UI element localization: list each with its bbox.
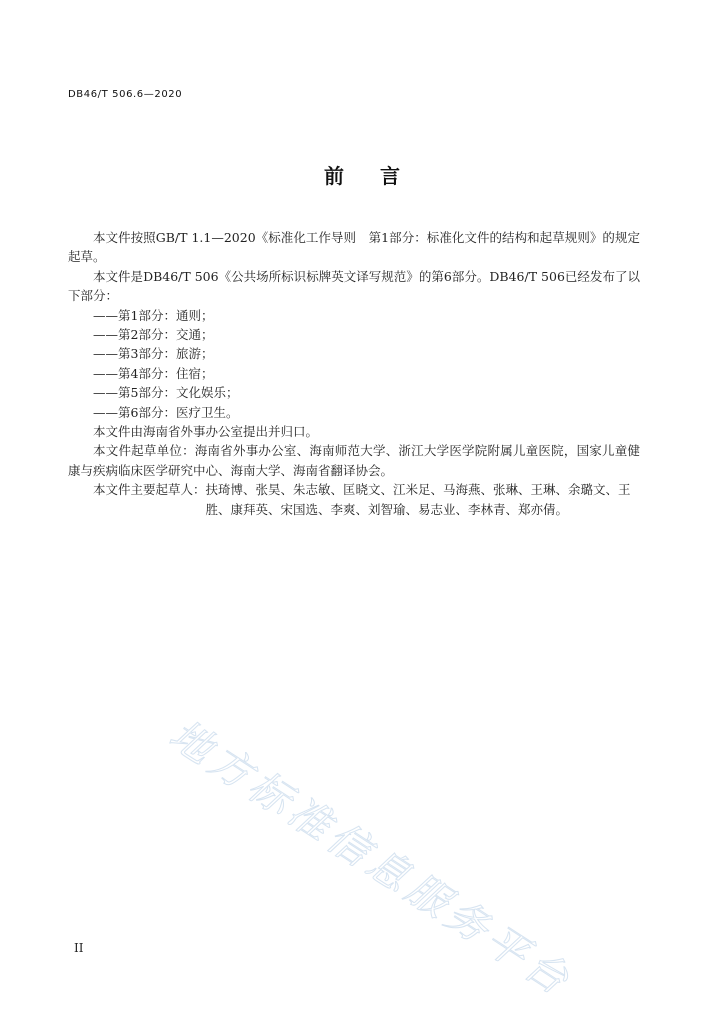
paragraph-series-intro: 本文件是DB46/T 506《公共场所标识标牌英文译写规范》的第6部分。DB46/T 506已经发布了以下部分： <box>68 268 640 304</box>
list-item: ——第4部分：住宿； <box>93 365 214 381</box>
list-item: ——第1部分：通则； <box>93 307 214 323</box>
list-item: ——第3部分：旅游； <box>93 346 214 362</box>
paragraph-proposer: 本文件由海南省外事办公室提出并归口。 <box>93 424 319 440</box>
paragraph-drafting-rules: 本文件按照GB/T 1.1—2020《标准化工作导则 第1部分：标准化文件的结构和起草规则》的规定起草。 <box>68 230 640 265</box>
parts-list <box>68 306 640 422</box>
page-number: II <box>74 941 84 955</box>
list-item: ——第2部分：交通； <box>93 327 214 343</box>
foreword-body <box>68 228 640 519</box>
document-code: DB46/T 506.6—2020 <box>68 89 183 100</box>
page-title: 前言 <box>324 164 436 188</box>
list-item: ——第6部分：医疗卫生。 <box>93 404 239 420</box>
drafters-label: 本文件主要起草人： <box>93 482 206 498</box>
drafters-block <box>68 480 640 519</box>
watermark: 地方标准信息服务平台 <box>161 710 582 1007</box>
paragraph-drafting-units: 本文件起草单位：海南省外事办公室、海南师范大学、浙江大学医学院附属儿童医院，国家儿童健康与疾病临床医学研究中心、海南大学、海南省翻译协会。 <box>68 443 640 478</box>
drafters-names: 扶琦博、张昊、朱志敏、匡晓文、江米足、马海燕、张琳、王琳、余璐文、王胜、康拜英、宋国选、李爽、刘智瑜、易志业、李林青、郑亦倩。 <box>205 482 631 517</box>
list-item: ——第5部分：文化娱乐； <box>93 385 239 401</box>
